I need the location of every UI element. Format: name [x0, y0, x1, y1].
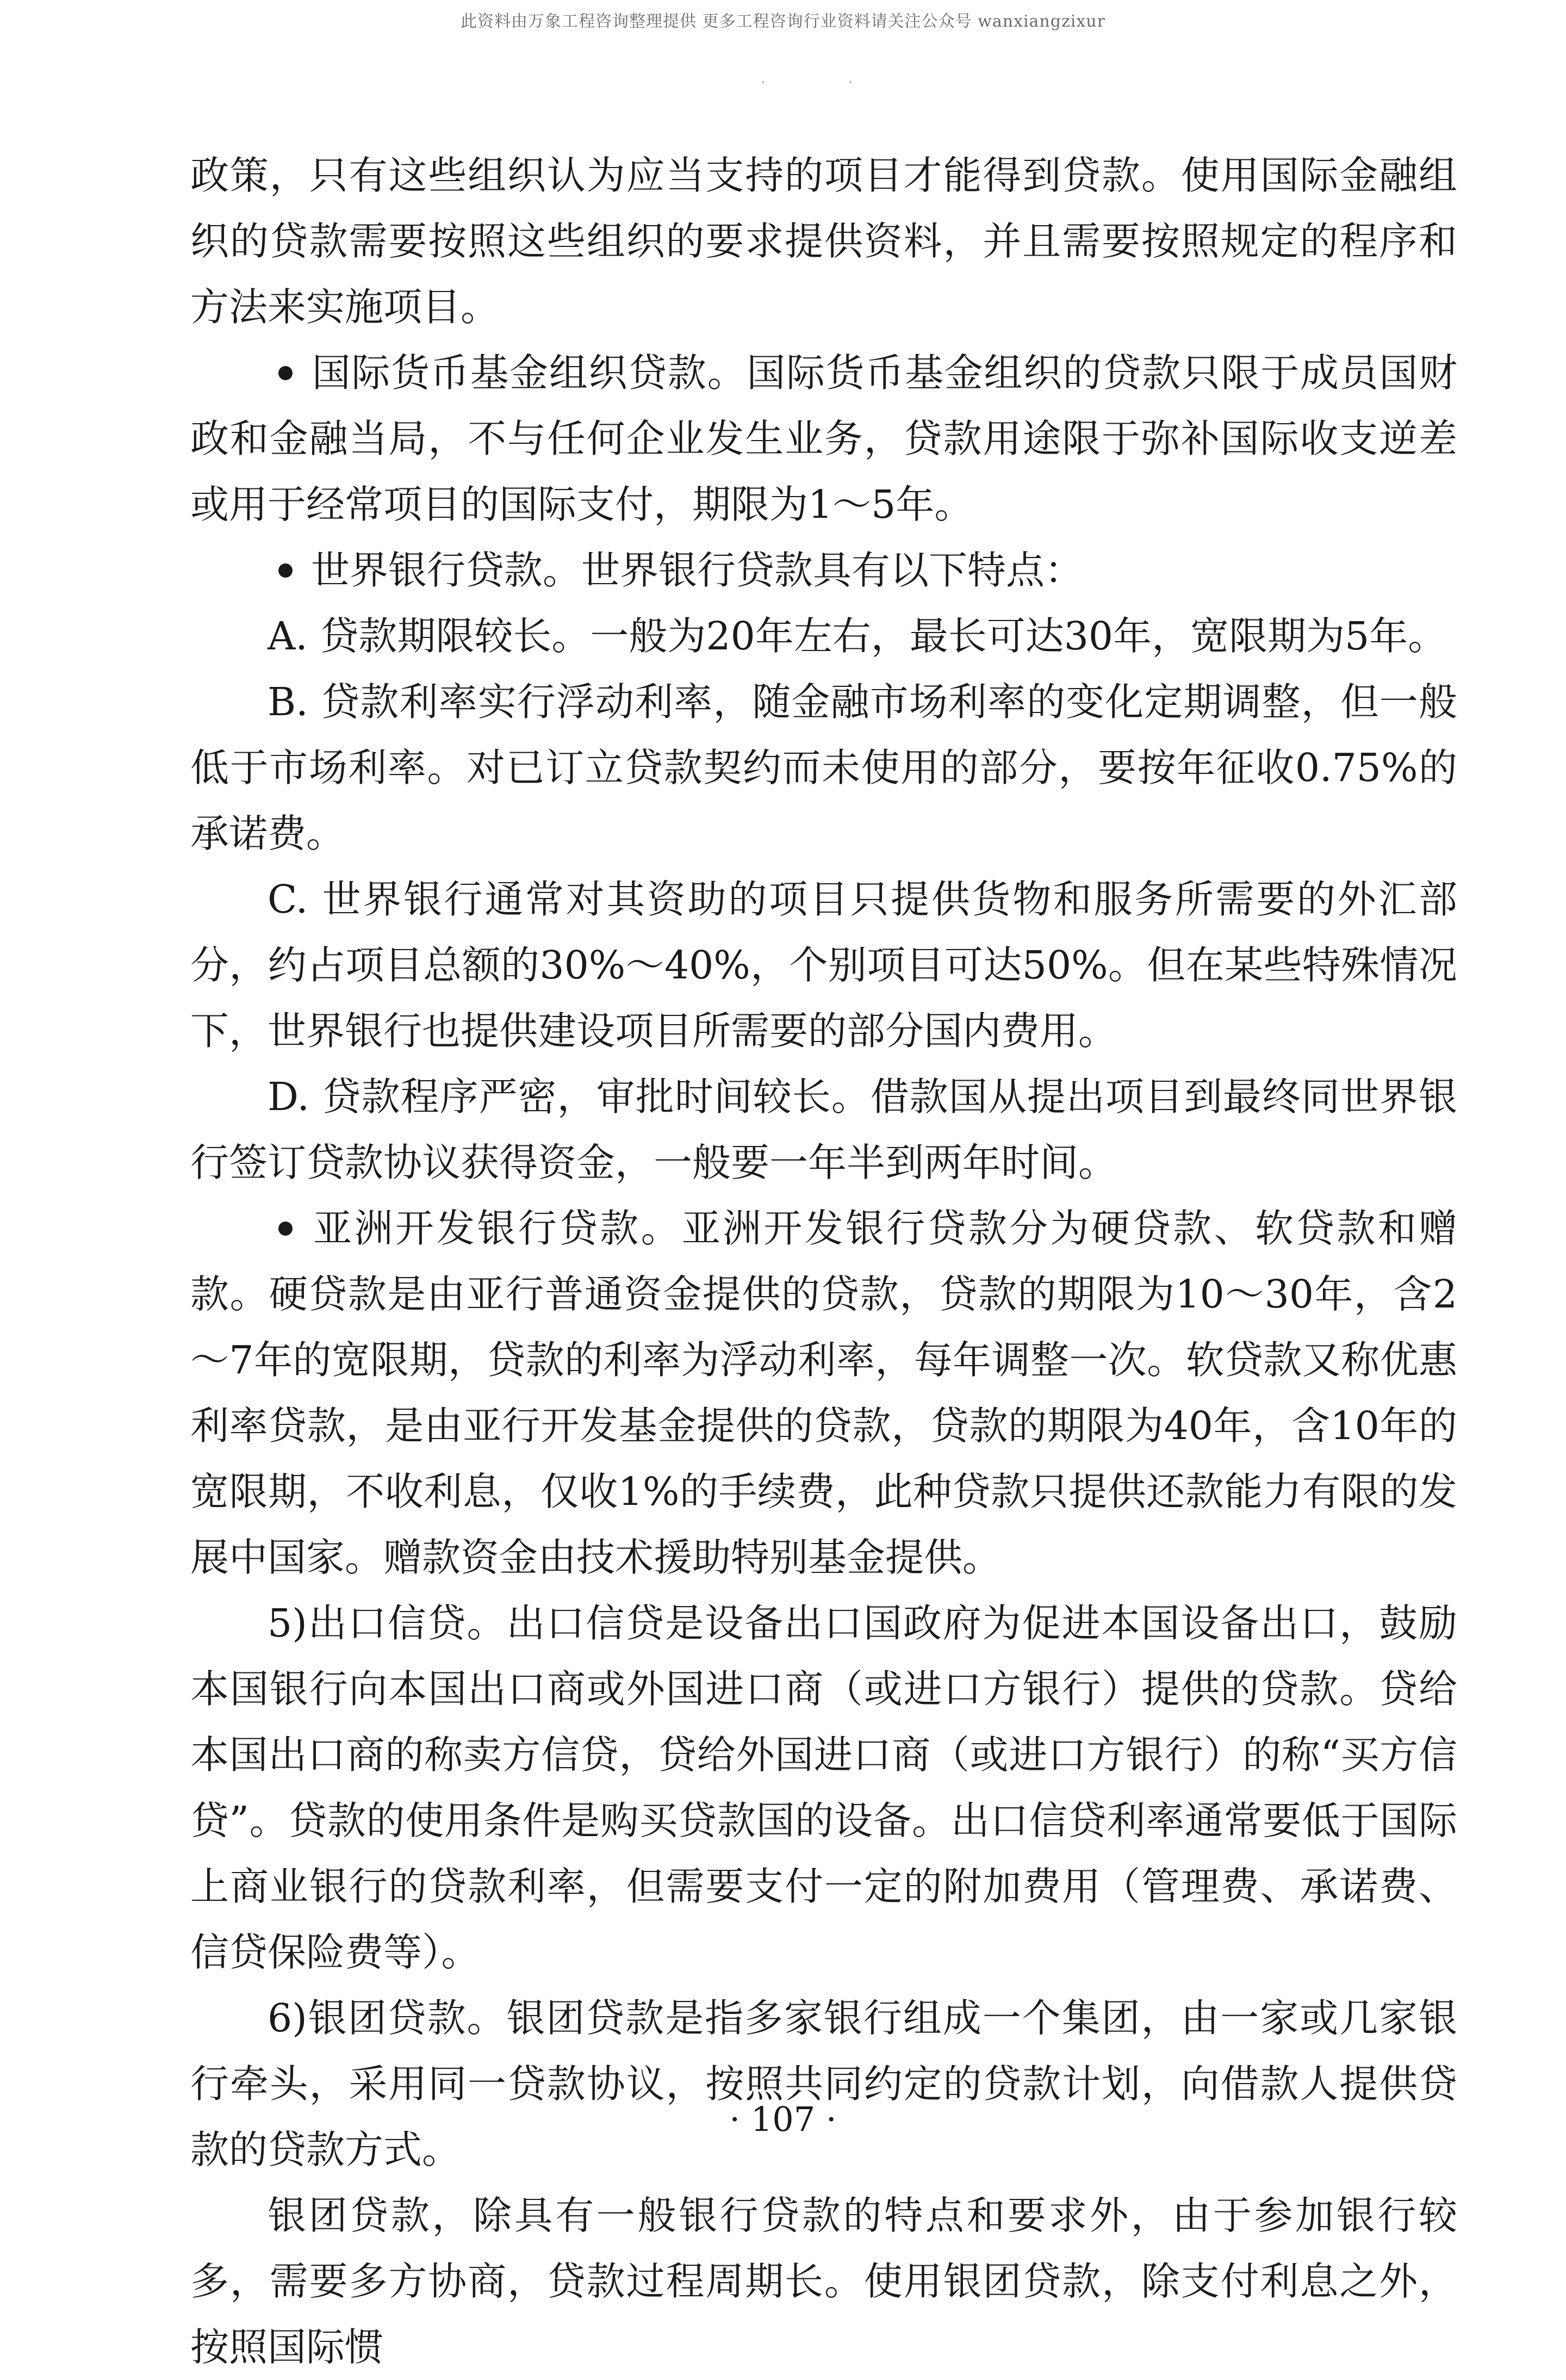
bullet-imf-loan — [190, 340, 1457, 537]
item-a-loan-term: A. 贷款期限较长。一般为20年左右，最长可达30年，宽限期为5年。 — [268, 613, 1447, 659]
paragraph-export-credit: 5)出口信贷。出口信贷是设备出口国政府为促进本国设备出口，鼓励本国银行向本国出口商或外国进口商（或进口方银行）提供的贷款。贷给本国出口商的称卖方信贷，贷给外国进口商（或进口方银行）的称“买方信贷”。贷款的使用条件是购买贷款国的设备。出口信贷利率通常要低于国际上商业银行的贷款利率，但需要支付一定的附加费用（管理费、承诺费、信贷保险费等）。 — [190, 1601, 1457, 1975]
item-c-foreign-exchange: C. 世界银行通常对其资助的项目只提供货物和服务所需要的外汇部分，约占项目总额的30%～40%，个别项目可达50%。但在某些特殊情况下，世界银行也提供建设项目所需要的部分国内费用。 — [190, 877, 1457, 1053]
paragraph-policy-continuation: 政策，只有这些组织认为应当支持的项目才能得到贷款。使用国际金融组织的贷款需要按照这些组织的要求提供资料，并且需要按照规定的程序和方法来实施项目。 — [190, 153, 1457, 330]
bullet-dot-icon — [278, 563, 293, 578]
item-d-approval-process: D. 贷款程序严密，审批时间较长。借款国从提出项目到最终同世界银行签订贷款协议获得资金，一般要一年半到两年时间。 — [190, 1074, 1457, 1185]
watermark-header: 此资料由万象工程咨询整理提供 更多工程咨询行业资料请关注公众号 wanxiangzixur — [461, 12, 1105, 31]
paragraph-syndicated-loan-details: 银团贷款，除具有一般银行贷款的特点和要求外，由于参加银行较多，需要多方协商，贷款过程周期长。使用银团贷款，除支付利息之外，按照国际惯 — [190, 2193, 1457, 2370]
item-b-interest-rate: B. 贷款利率实行浮动利率，随金融市场利率的变化定期调整，但一般低于市场利率。对已订立贷款契约而未使用的部分，要按年征收0.75%的承诺费。 — [190, 679, 1457, 856]
bullet-world-bank-text: 世界银行贷款。世界银行贷款具有以下特点： — [311, 548, 1084, 593]
bullet-dot-icon — [278, 1222, 293, 1236]
bullet-imf-text: 国际货币基金组织贷款。国际货币基金组织的贷款只限于成员国财政和金融当局，不与任何企业发生业务，贷款用途限于弥补国际收支逆差或用于经常项目的国际支付，期限为1～5年。 — [190, 350, 1457, 527]
bullet-world-bank-loan — [190, 537, 1457, 603]
bullet-adb-text: 亚洲开发银行贷款。亚洲开发银行贷款分为硬贷款、软贷款和赠款。硬贷款是由亚行普通资金提供的贷款，贷款的期限为10～30年，含2～7年的宽限期，贷款的利率为浮动利率，每年调整一次。软贷款又称优惠利率贷款，是由亚行开发基金提供的贷款，贷款的期限为40年，含10年的宽限期，不收利息，仅收1%的手续费，此种贷款只提供还款能力有限的发展中国家。赠款资金由技术援助特别基金提供。 — [190, 1206, 1457, 1580]
paragraph-syndicated-loan: 6)银团贷款。银团贷款是指多家银行组成一个集团，由一家或几家银行牵头，采用同一贷款协议，按照共同约定的贷款计划，向借款人提供贷款的贷款方式。 — [190, 1995, 1457, 2172]
page-body — [190, 142, 1457, 2380]
page-number: · 107 · — [729, 2099, 837, 2139]
bullet-dot-icon — [278, 366, 293, 380]
scan-specks: · · — [761, 76, 853, 90]
bullet-adb-loan — [190, 1195, 1457, 1590]
